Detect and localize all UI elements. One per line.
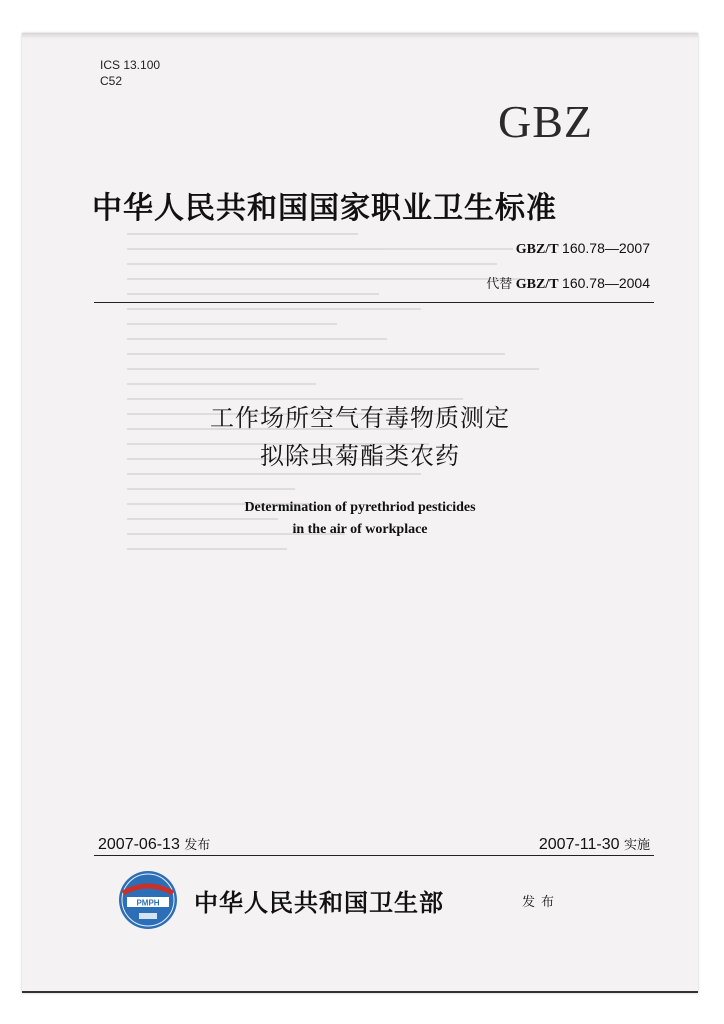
document-page <box>22 33 698 993</box>
pmph-logo-text: PMPH <box>136 898 160 908</box>
effective-date-value: 2007-11-30 <box>538 836 620 853</box>
ics-classification <box>100 57 160 89</box>
chinese-title-line-2: 拟除虫菊酯类农药 <box>260 442 460 470</box>
class-code: C52 <box>100 74 123 88</box>
issue-date-suffix: 发布 <box>184 838 211 853</box>
scan-bottom-edge <box>22 991 698 993</box>
issue-date <box>98 834 210 854</box>
replaces-prefix: GBZ/T <box>515 277 559 292</box>
publisher-name: 中华人民共和国卫生部 <box>194 888 444 917</box>
gbz-mark: GBZ <box>498 96 593 147</box>
replaces-label: 代替 <box>486 277 513 292</box>
english-title-line-2: in the air of workplace <box>292 522 428 537</box>
effective-date <box>539 834 650 854</box>
pmph-logo <box>117 869 179 931</box>
footer-divider <box>94 855 654 856</box>
english-title-line-1: Determination of pyrethriod pesticides <box>244 500 476 515</box>
chinese-title-line-1: 工作场所空气有毒物质测定 <box>210 404 510 432</box>
replaces-number: 160.78—2004 <box>562 275 650 291</box>
standard-code-number: 160.78—2007 <box>562 240 650 256</box>
issue-date-value: 2007-06-13 <box>98 836 180 853</box>
standard-code-prefix: GBZ/T <box>515 242 559 257</box>
ics-code: ICS 13.100 <box>100 58 161 72</box>
effective-date-suffix: 实施 <box>623 838 650 853</box>
publisher-publish-word: 发布 <box>522 895 561 910</box>
standard-category-title: 中华人民共和国国家职业卫生标准 <box>92 191 557 226</box>
